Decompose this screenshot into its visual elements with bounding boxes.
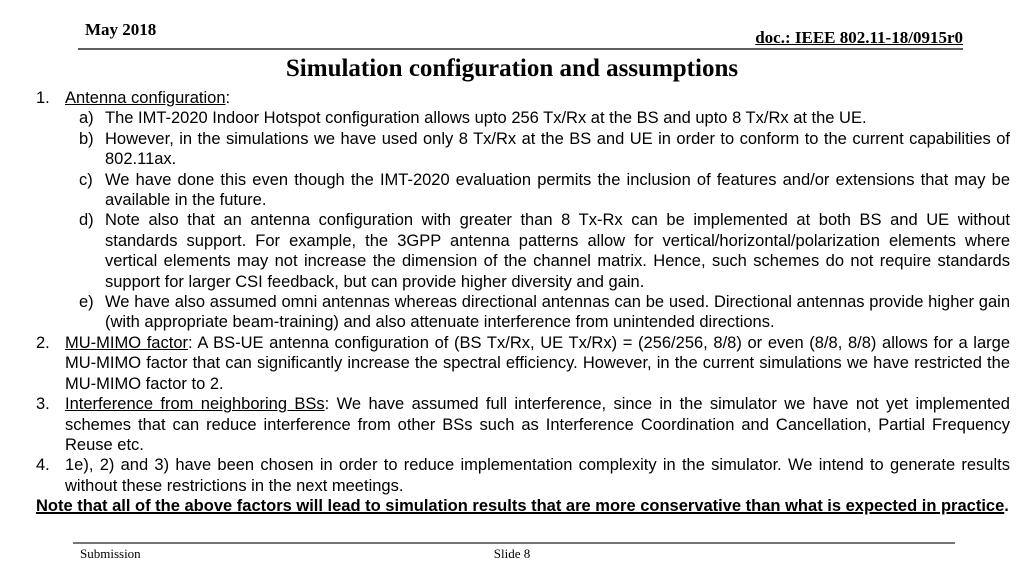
sub-item-e bbox=[79, 292, 1010, 333]
header-doc-number: doc.: IEEE 802.11-18/0915r0 bbox=[755, 28, 963, 47]
item-marker: 3. bbox=[36, 395, 50, 414]
list-item-restrictions bbox=[36, 455, 1010, 496]
subitem-text: Note also that an antenna configuration with greater than 8 Tx-Rx can be implemented at both BS and UE without standards support. For example, the 3GPP antenna patterns allow for vertical/horizontal/polarization elements where vertical elements may not increase the dimension of the channel matrix. Hence, such schemes do not require standards support for larger CSI feedback, but can provide higher diversity and gain. bbox=[105, 211, 1010, 291]
item-content bbox=[65, 455, 1010, 496]
subitem-marker: a) bbox=[79, 109, 94, 128]
footer-submission-label: Submission bbox=[80, 546, 141, 561]
footer-slide-number: Slide 8 bbox=[493, 546, 531, 561]
subitem-text: However, in the simulations we have used only 8 Tx/Rx at the BS and UE in order to conform to the current capabilities of 802.11ax. bbox=[105, 129, 1010, 169]
subitem-marker: d) bbox=[79, 211, 94, 230]
slide-title: Simulation configuration and assumptions bbox=[285, 55, 739, 82]
item-content bbox=[65, 394, 1010, 455]
subitem-text: We have done this even though the IMT-2020 evaluation permits the inclusion of features and/or extensions that may be available in the future. bbox=[105, 170, 1010, 210]
sub-item-d bbox=[79, 210, 1010, 292]
subitem-marker: c) bbox=[79, 170, 93, 189]
subitem-marker: e) bbox=[79, 293, 94, 312]
subitem-text: The IMT-2020 Indoor Hotspot configuration allows upto 256 Tx/Rx at the BS and upto 8 Tx/Rx at the UE. bbox=[105, 109, 867, 128]
note-paragraph bbox=[36, 496, 1010, 516]
item-marker: 2. bbox=[36, 333, 50, 352]
item-label bbox=[65, 88, 1010, 108]
item-text: : A BS-UE antenna configuration of (BS Tx/Rx, UE Tx/Rx) = (256/256, 8/8) or even (8/8, 8/8) allows for a large MU-MIMO factor that can significantly increase the spectral efficiency. However, in the current simulations we have restricted the MU-MIMO factor to 2. bbox=[65, 333, 1010, 393]
item-label-underlined: MU-MIMO factor bbox=[65, 333, 188, 352]
item-text: : We have assumed full interference, since in the simulator we have not yet implemented schemes that can reduce interference from other BSs such as Interference Coordination and Cancellation, Partial Frequency Reuse etc. bbox=[65, 395, 1010, 454]
item-label-underlined: Interference from neighboring BSs bbox=[65, 395, 325, 414]
subitem-text: We have also assumed omni antennas whereas directional antennas can be used. Directional antennas provide higher gain (with appropriate beam-training) and also attenuate interference from unintended directions. bbox=[105, 293, 1010, 332]
item-content bbox=[65, 88, 1010, 333]
list-item-interference bbox=[36, 394, 1010, 455]
item-marker: 4. bbox=[36, 456, 50, 475]
sub-item-a bbox=[79, 108, 1010, 128]
item-label-underlined: Antenna configuration bbox=[65, 89, 226, 107]
header-rule bbox=[78, 48, 963, 50]
item-content bbox=[65, 333, 1010, 394]
footer-rule bbox=[73, 542, 955, 544]
note-underlined: Note that all of the above factors will lead to simulation results that are more conservative than what is expected in practice bbox=[36, 497, 1005, 516]
item-label-rest: : bbox=[225, 89, 231, 107]
item-text: 1e), 2) and 3) have been chosen in order to reduce implementation complexity in the simulator. We intend to generate results without these restrictions in the next meetings. bbox=[65, 456, 1010, 495]
item-marker: 1. bbox=[36, 89, 50, 107]
sub-item-b bbox=[79, 129, 1010, 170]
slide-body bbox=[36, 88, 1010, 517]
header-date: May 2018 bbox=[85, 20, 157, 39]
list-item-mu-mimo-factor bbox=[36, 333, 1010, 394]
subitem-marker: b) bbox=[79, 129, 94, 148]
sub-item-c bbox=[79, 170, 1010, 211]
list-item-antenna-configuration bbox=[36, 88, 1010, 333]
note-rest: . bbox=[1004, 497, 1009, 516]
